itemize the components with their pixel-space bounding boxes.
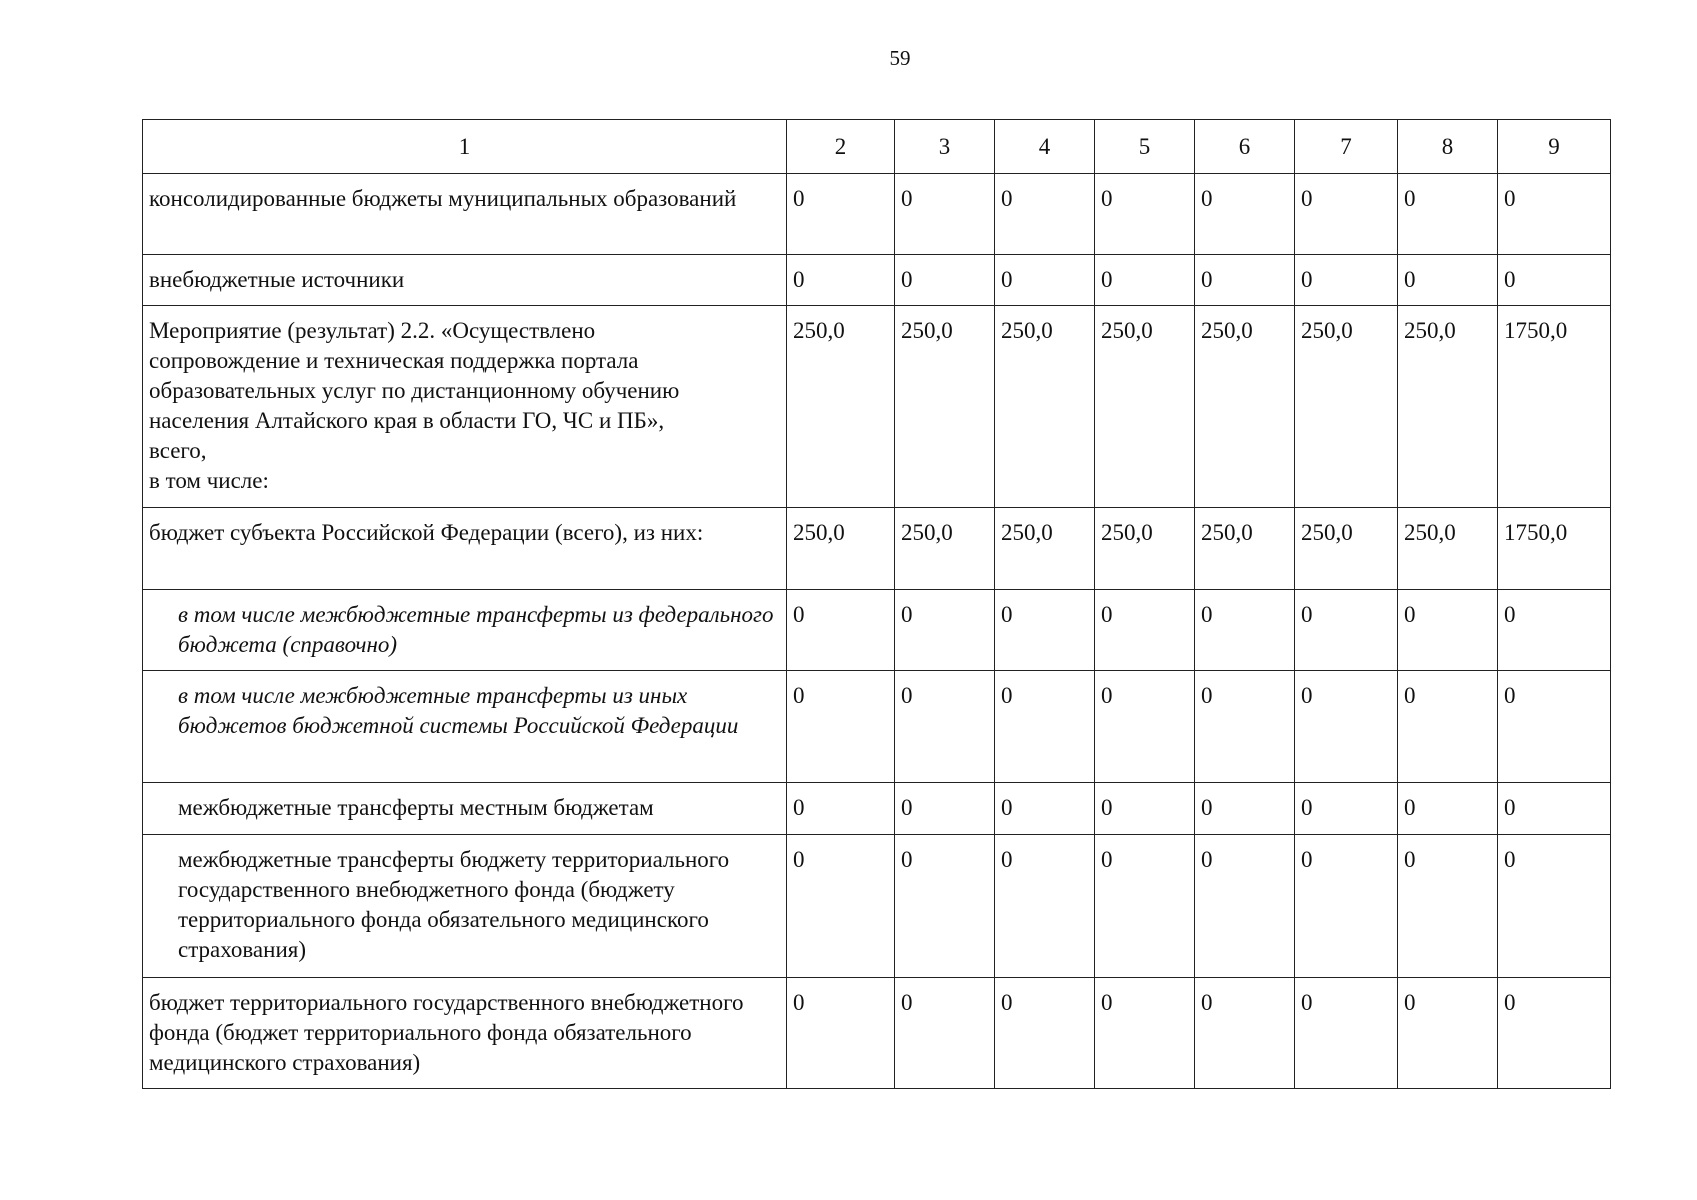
label-line: Мероприятие (результат) 2.2. «Осуществлено bbox=[149, 318, 596, 343]
row-label: внебюджетные источники bbox=[143, 255, 787, 306]
row-label: межбюджетные трансферты бюджету территориального государственного внебюджетного фонда (бюджету территориального фонда обязательного медицинского страхования) bbox=[143, 835, 787, 978]
table-cell: 250,0 bbox=[895, 306, 995, 508]
table-cell: 250,0 bbox=[995, 508, 1095, 590]
header-row bbox=[143, 120, 1611, 174]
table-cell: 0 bbox=[1095, 671, 1195, 783]
table-cell: 250,0 bbox=[787, 508, 895, 590]
table-cell: 250,0 bbox=[895, 508, 995, 590]
table-row bbox=[143, 978, 1611, 1089]
table-cell: 0 bbox=[1195, 174, 1295, 255]
table-cell: 0 bbox=[787, 174, 895, 255]
table-cell: 0 bbox=[1095, 978, 1195, 1089]
table-cell: 250,0 bbox=[1095, 306, 1195, 508]
column-header: 5 bbox=[1095, 120, 1195, 174]
row-label: бюджет территориального государственного внебюджетного фонда (бюджет территориального фонда обязательного медицинского страхования) bbox=[143, 978, 787, 1089]
table-cell: 0 bbox=[1195, 255, 1295, 306]
table-cell: 0 bbox=[1398, 255, 1498, 306]
column-header: 8 bbox=[1398, 120, 1498, 174]
table-cell: 0 bbox=[1398, 671, 1498, 783]
table-cell: 0 bbox=[1095, 174, 1195, 255]
page-number: 59 bbox=[889, 46, 911, 70]
row-label: в том числе межбюджетные трансферты из иных бюджетов бюджетной системы Российской Федерации bbox=[143, 671, 787, 783]
table-cell: 0 bbox=[1498, 590, 1611, 671]
table-cell: 0 bbox=[1498, 835, 1611, 978]
table-cell: 0 bbox=[995, 174, 1095, 255]
table-cell: 0 bbox=[1195, 590, 1295, 671]
table-cell: 0 bbox=[1498, 978, 1611, 1089]
table-cell: 0 bbox=[995, 783, 1095, 835]
table-row bbox=[143, 835, 1611, 978]
table-cell: 250,0 bbox=[1398, 508, 1498, 590]
row-label bbox=[143, 306, 787, 508]
table-cell: 0 bbox=[1398, 783, 1498, 835]
table-cell: 0 bbox=[1295, 590, 1398, 671]
table-row bbox=[143, 671, 1611, 783]
table-cell: 0 bbox=[1295, 978, 1398, 1089]
table-cell: 0 bbox=[895, 783, 995, 835]
label-line: образовательных услуг по дистанционному обучению bbox=[149, 378, 680, 403]
table-cell: 0 bbox=[1295, 671, 1398, 783]
label-line: в том числе: bbox=[149, 468, 269, 493]
table-cell: 0 bbox=[1498, 255, 1611, 306]
column-header: 9 bbox=[1498, 120, 1611, 174]
column-header: 4 bbox=[995, 120, 1095, 174]
table-cell: 0 bbox=[787, 835, 895, 978]
table-cell: 0 bbox=[995, 590, 1095, 671]
table-cell: 0 bbox=[787, 255, 895, 306]
table-row bbox=[143, 783, 1611, 835]
table-cell: 0 bbox=[895, 590, 995, 671]
table-cell: 250,0 bbox=[1398, 306, 1498, 508]
table-cell: 0 bbox=[1295, 835, 1398, 978]
table-cell: 0 bbox=[895, 174, 995, 255]
table-row bbox=[143, 174, 1611, 255]
table-cell: 0 bbox=[895, 978, 995, 1089]
table-cell: 0 bbox=[787, 978, 895, 1089]
table-cell: 0 bbox=[1095, 783, 1195, 835]
table-cell: 0 bbox=[1398, 978, 1498, 1089]
table-cell: 0 bbox=[995, 978, 1095, 1089]
row-label: в том числе межбюджетные трансферты из федерального бюджета (справочно) bbox=[143, 590, 787, 671]
table-cell: 0 bbox=[1295, 783, 1398, 835]
table-cell: 0 bbox=[1295, 255, 1398, 306]
table-cell: 0 bbox=[1195, 671, 1295, 783]
row-label: межбюджетные трансферты местным бюджетам bbox=[143, 783, 787, 835]
table-cell: 0 bbox=[895, 671, 995, 783]
table-cell: 0 bbox=[1398, 590, 1498, 671]
table-cell: 0 bbox=[1195, 835, 1295, 978]
table-cell: 0 bbox=[1498, 174, 1611, 255]
table-cell: 0 bbox=[1195, 783, 1295, 835]
table-cell: 250,0 bbox=[1095, 508, 1195, 590]
table-cell: 0 bbox=[1498, 671, 1611, 783]
label-line: населения Алтайского края в области ГО, ЧС и ПБ», bbox=[149, 408, 665, 433]
table-cell: 0 bbox=[787, 671, 895, 783]
table-row bbox=[143, 508, 1611, 590]
table-cell: 0 bbox=[1295, 174, 1398, 255]
row-label: бюджет субъекта Российской Федерации (всего), из них: bbox=[143, 508, 787, 590]
table-cell: 0 bbox=[995, 671, 1095, 783]
label-line: сопровождение и техническая поддержка портала bbox=[149, 348, 639, 373]
table-cell: 0 bbox=[1095, 255, 1195, 306]
label-line: всего, bbox=[149, 438, 207, 463]
table-cell: 250,0 bbox=[787, 306, 895, 508]
table-cell: 1750,0 bbox=[1498, 508, 1611, 590]
table-cell: 250,0 bbox=[1295, 508, 1398, 590]
table-cell: 250,0 bbox=[1195, 508, 1295, 590]
budget-table bbox=[142, 119, 1611, 1089]
table-cell: 250,0 bbox=[995, 306, 1095, 508]
table-cell: 0 bbox=[995, 255, 1095, 306]
column-header: 7 bbox=[1295, 120, 1398, 174]
column-header: 6 bbox=[1195, 120, 1295, 174]
column-header: 2 bbox=[787, 120, 895, 174]
table-row bbox=[143, 306, 1611, 508]
table-row bbox=[143, 255, 1611, 306]
table-cell: 0 bbox=[895, 835, 995, 978]
table-cell: 0 bbox=[1095, 590, 1195, 671]
table-cell: 0 bbox=[1398, 835, 1498, 978]
table-cell: 0 bbox=[995, 835, 1095, 978]
table-cell: 0 bbox=[1095, 835, 1195, 978]
table-cell: 250,0 bbox=[1195, 306, 1295, 508]
table-cell: 0 bbox=[787, 590, 895, 671]
table-cell: 0 bbox=[895, 255, 995, 306]
table-cell: 0 bbox=[1398, 174, 1498, 255]
table-cell: 0 bbox=[1195, 978, 1295, 1089]
row-label: консолидированные бюджеты муниципальных образований bbox=[143, 174, 787, 255]
table-cell: 1750,0 bbox=[1498, 306, 1611, 508]
table-cell: 0 bbox=[1498, 783, 1611, 835]
table-cell: 0 bbox=[787, 783, 895, 835]
column-header: 1 bbox=[143, 120, 787, 174]
column-header: 3 bbox=[895, 120, 995, 174]
table-row bbox=[143, 590, 1611, 671]
table-cell: 250,0 bbox=[1295, 306, 1398, 508]
